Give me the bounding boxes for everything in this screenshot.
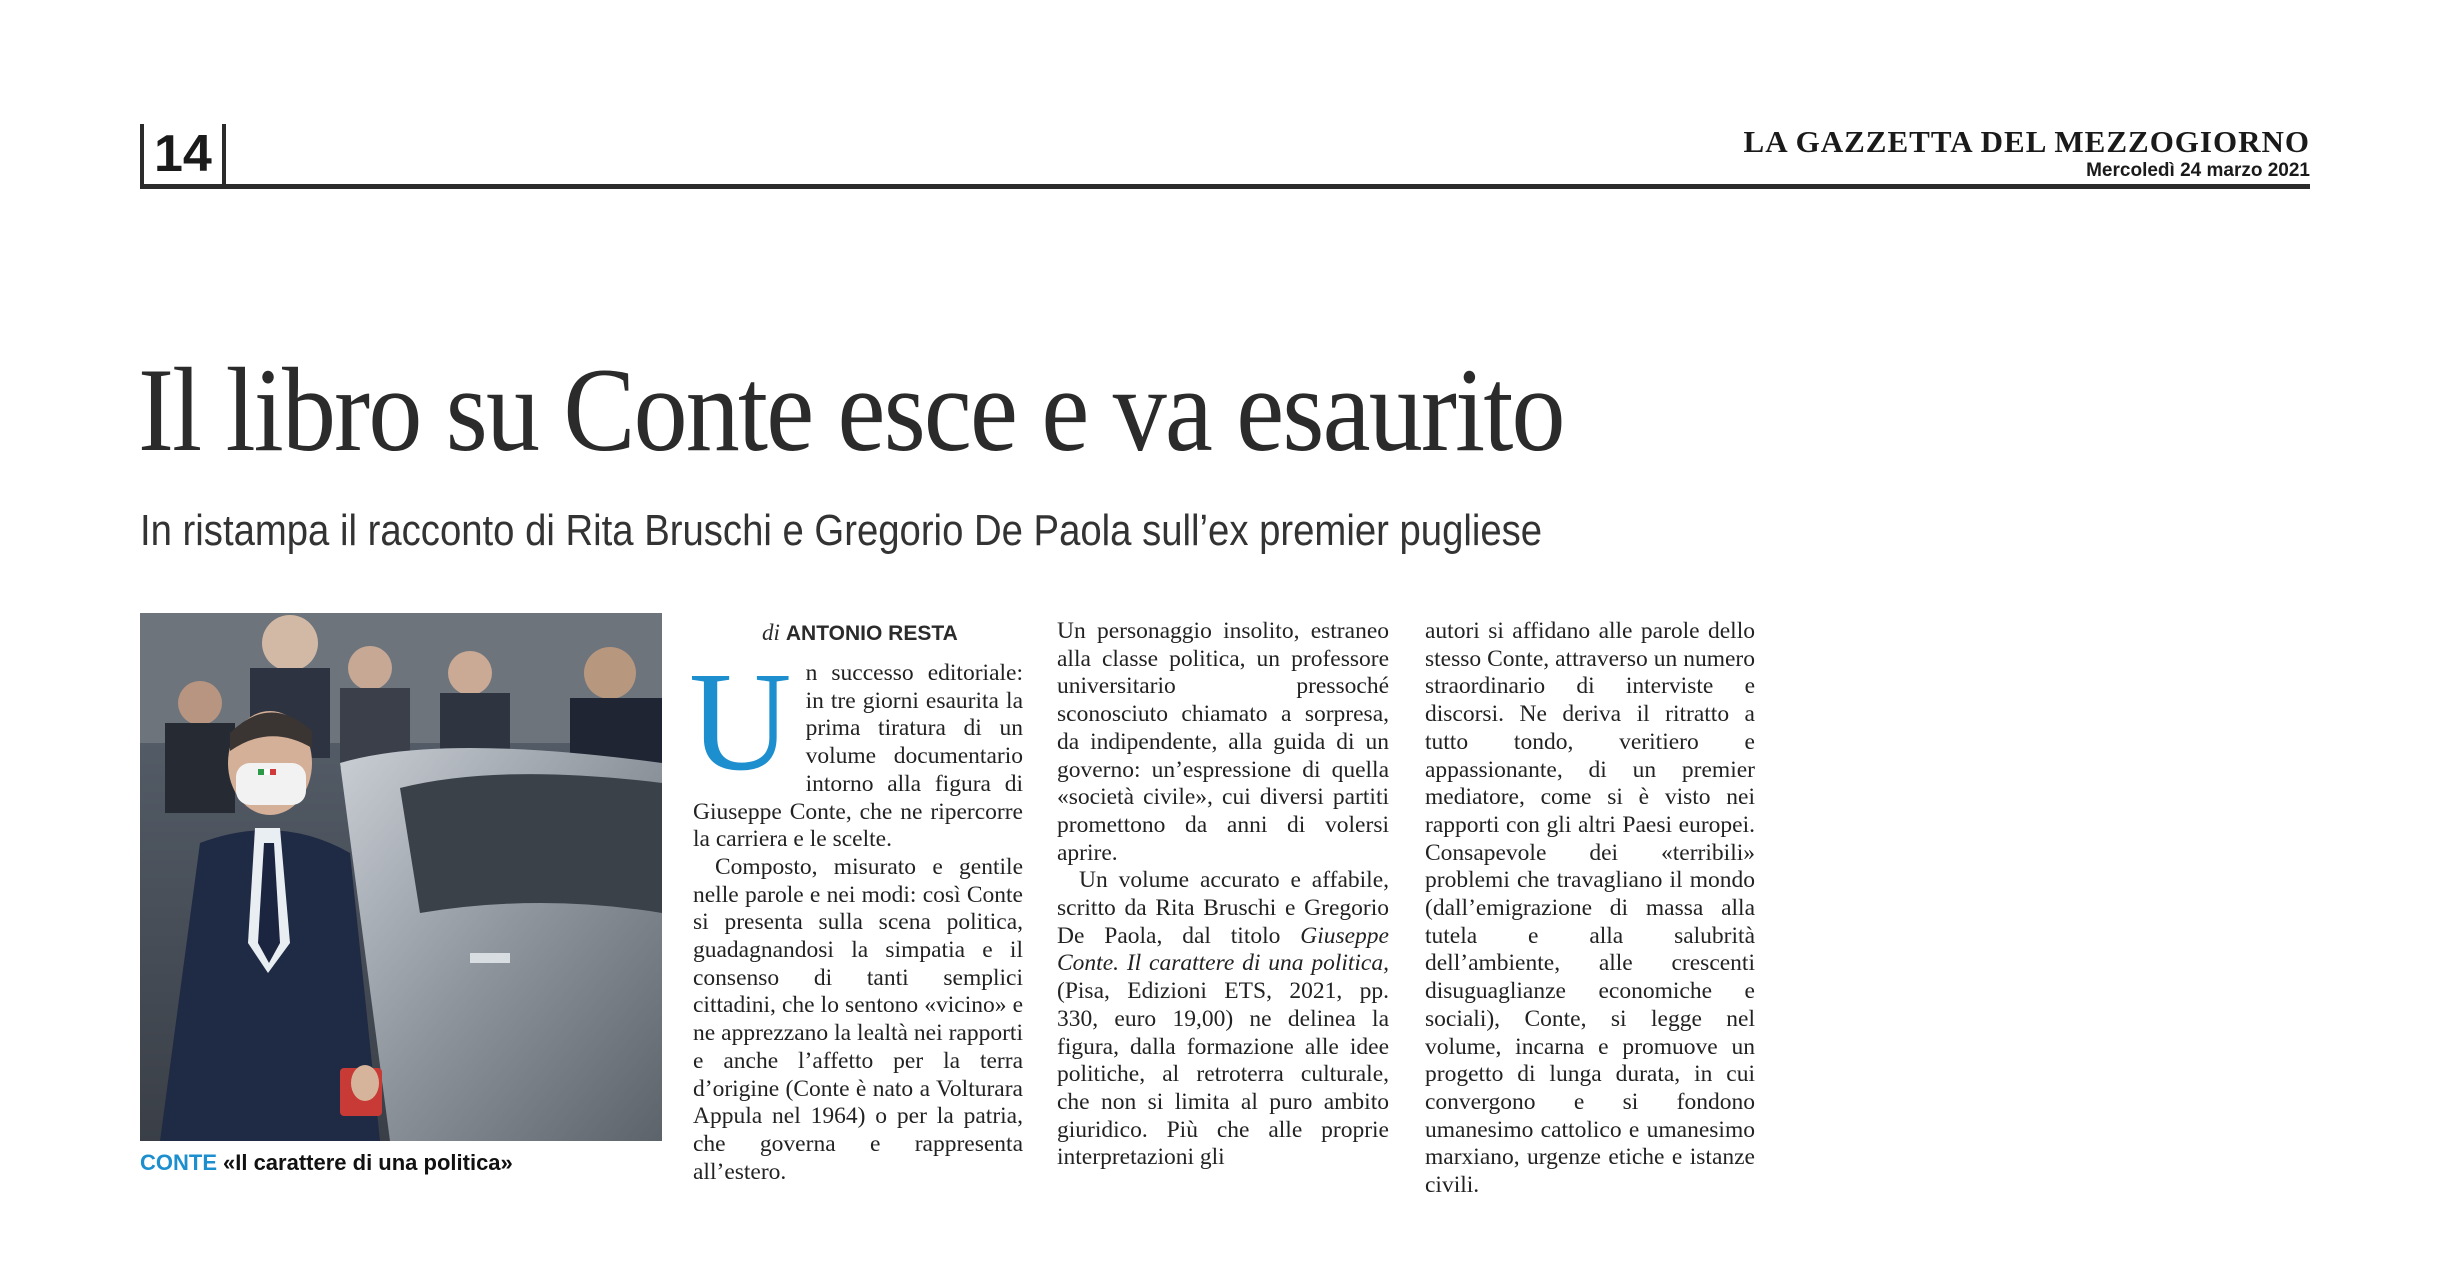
book-title: Giuseppe Conte. Il carattere di una politica, bbox=[1057, 922, 1389, 977]
header-rule bbox=[140, 184, 2310, 189]
paragraph bbox=[1057, 867, 1389, 1172]
paragraph: autori si affidano alle parole dello stesso Conte, attraverso un numero straordinario di interviste e discorsi. Ne deriva il ritratto a tutto tondo, veritiero e appassionante, di un premier mediatore, come si è visto nei rapporti con gli altri Paesi europei. Consapevole dei «terribili» problemi che travagliano il mondo (dall’emigrazione di massa alla tutela e alla salubrità dell’ambiente, alle crescenti disuguaglianze economiche e sociali), Conte, si legge nel volume, incarna e promuove un progetto di lunga durata, in cui convergono e si fondono umanesimo cattolico e umanesimo marxiano, urgenze etiche e istanze civili. bbox=[1425, 618, 1755, 1199]
byline-prefix: di bbox=[762, 620, 780, 645]
text-run: Un volume accurato e affabile, scritto da Rita Bruschi e Gregorio De Paola, dal titolo bbox=[1057, 867, 1389, 949]
paragraph: Un personaggio insolito, estraneo alla classe politica, un professore universitario pressoché sconosciuto chiamato a sorpresa, da indipendente, alla guida di un governo: un’espressione di quella «società civile», cui diversi partiti promettono da anni di volersi aprire. bbox=[1057, 618, 1389, 866]
caption-tag: CONTE bbox=[140, 1150, 217, 1175]
article-column-3 bbox=[1425, 618, 1755, 1200]
newspaper-masthead: LA GAZZETTA DEL MEZZOGIORNO bbox=[1743, 124, 2310, 159]
page-number: 14 bbox=[140, 124, 226, 184]
drop-cap: U bbox=[689, 642, 792, 800]
photo-caption bbox=[140, 1150, 513, 1176]
paragraph: n successo editoriale: in tre giorni esaurita la prima tiratura di un volume documentario intorno alla figura di Giuseppe Conte, che ne ripercorre la carriera e le scelte. bbox=[693, 660, 1023, 853]
article-photo bbox=[140, 613, 662, 1141]
article-column-2 bbox=[1057, 618, 1389, 1172]
caption-text: «Il carattere di una politica» bbox=[223, 1150, 513, 1175]
issue-date: Mercoledì 24 marzo 2021 bbox=[2086, 160, 2310, 181]
byline-author: ANTONIO RESTA bbox=[785, 622, 958, 645]
article-subheadline: In ristampa il racconto di Rita Bruschi e Gregorio De Paola sull’ex premier pugliese bbox=[140, 506, 1543, 555]
article-column-1 bbox=[689, 642, 1023, 1186]
photo-illustration bbox=[140, 613, 662, 1141]
article-headline: Il libro su Conte esce e va esaurito bbox=[138, 343, 1564, 476]
paragraph: Composto, misurato e gentile nelle parole e nei modi: così Conte si presenta sulla scena politica, guadagnandosi la simpatia e il consenso di tanti semplici cittadini, che lo sentono «vicino» e ne apprezzano la lealtà nei rapporti e anche l’affetto per la terra d’origine (Conte è nato a Volturara Appula nel 1964) o per la patria, che governa e rappresenta all’estero. bbox=[693, 853, 1023, 1185]
text-run: (Pisa, Edizioni ETS, 2021, pp. 330, euro 19,00) ne delinea la figura, dalla formazione alle idee politiche, al retroterra culturale, che non si limita al puro ambito giuridico. Più che alle proprie interpretazioni gli bbox=[1057, 978, 1389, 1171]
